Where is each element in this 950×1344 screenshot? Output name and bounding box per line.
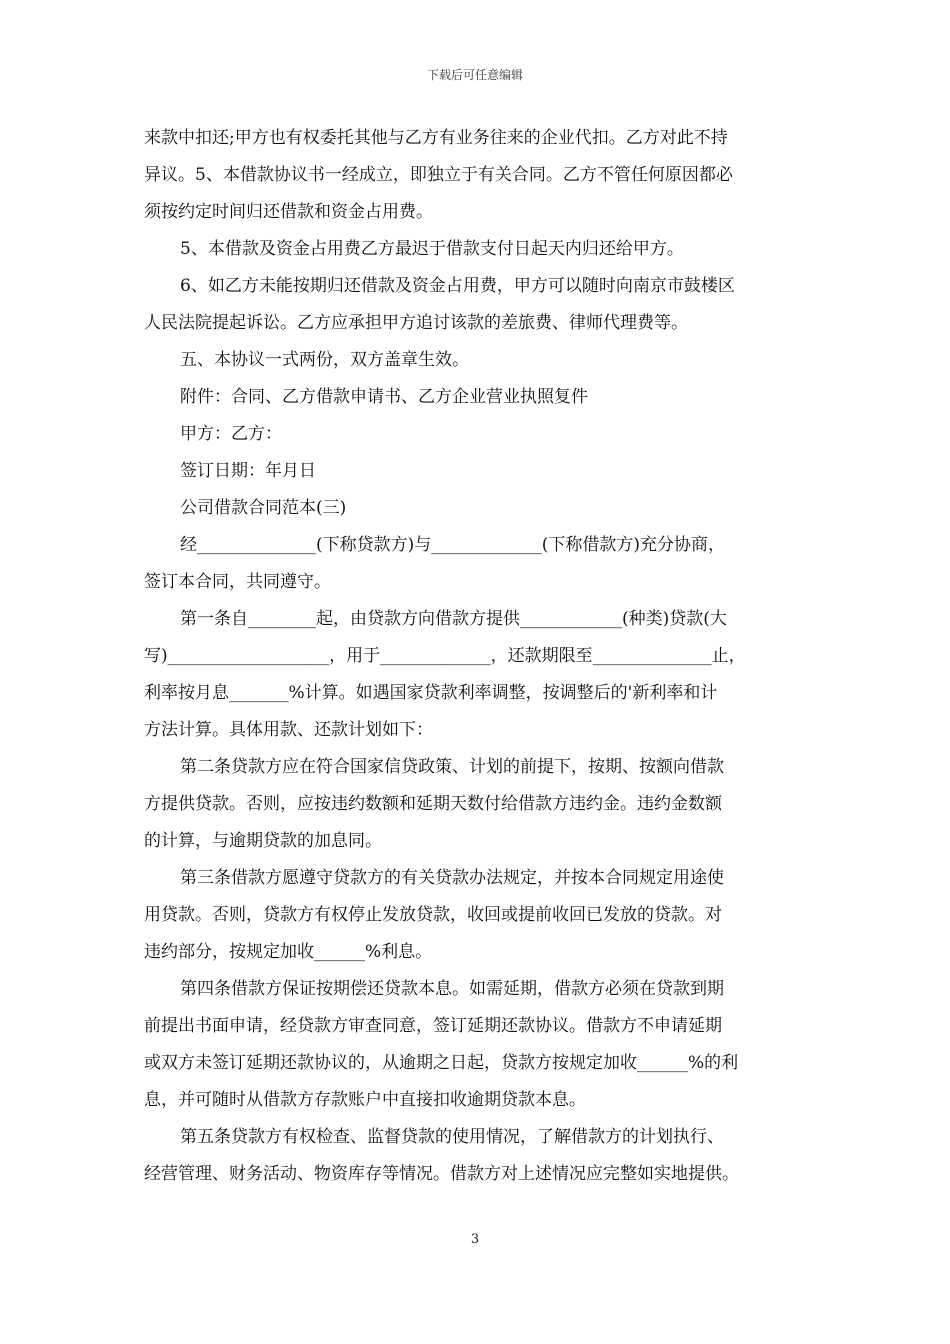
- document-body: [144, 120, 824, 1193]
- text-line: 甲方：乙方：: [180, 424, 282, 444]
- text-line: 方提供贷款。否则，应按违约数额和延期天数付给借款方违约金。违约金数额: [144, 794, 722, 814]
- text-line: 签订日期：年月日: [180, 461, 316, 481]
- text-line: 违约部分，按规定加收______%利息。: [144, 942, 433, 962]
- text-line: 的计算，与逾期贷款的加息同。: [144, 831, 382, 851]
- text-line: 异议。5、本借款协议书一经成立，即独立于有关合同。乙方不管任何原因都必: [144, 165, 733, 185]
- text-line: 经营管理、财务活动、物资库存等情况。借款方对上述情况应完整如实地提供。: [144, 1164, 739, 1184]
- text-line: 第四条借款方保证按期偿还贷款本息。如需延期，借款方必须在贷款到期: [180, 979, 724, 999]
- text-line: 利率按月息_______%计算。如遇国家贷款利率调整，按调整后的'新利率和计: [144, 683, 718, 703]
- text-line: 第五条贷款方有权检查、监督贷款的使用情况，了解借款方的计划执行、: [180, 1127, 724, 1147]
- text-line: 第二条贷款方应在符合国家信贷政策、计划的前提下，按期、按额向借款: [180, 757, 724, 777]
- text-line: 经______________(下称贷款方)与_____________(下称借款方)充分协商，: [180, 535, 726, 555]
- text-line: 或双方未签订延期还款协议的，从逾期之日起，贷款方按规定加收______%的利: [144, 1053, 739, 1073]
- text-line: 息，并可随时从借款方存款账户中直接扣收逾期贷款本息。: [144, 1090, 586, 1110]
- page-header: 下载后可任意编辑: [426, 68, 523, 82]
- text-line: 五、本协议一式两份，双方盖章生效。: [180, 350, 469, 370]
- text-line: 来款中扣还;甲方也有权委托其他与乙方有业务往来的企业代扣。乙方对此不持: [144, 128, 728, 148]
- text-line: 用贷款。否则，贷款方有权停止发放贷款，收回或提前收回已发放的贷款。对: [144, 905, 722, 925]
- text-line: 签订本合同，共同遵守。: [144, 572, 331, 592]
- text-line: 写)___________________，用于_____________，还款期限至______________止，: [144, 646, 746, 666]
- text-line: 人民法院提起诉讼。乙方应承担甲方追讨该款的差旅费、律师代理费等。: [144, 313, 688, 333]
- text-line: 第三条借款方愿遵守贷款方的有关贷款办法规定，并按本合同规定用途使: [180, 868, 724, 888]
- text-line: 方法计算。具体用款、还款计划如下：: [144, 720, 433, 740]
- text-line: 第一条自________起，由贷款方向借款方提供____________(种类)贷款(大: [180, 609, 727, 629]
- text-line: 6、如乙方未能按期归还借款及资金占用费，甲方可以随时向南京市鼓楼区: [180, 276, 735, 296]
- text-line: 须按约定时间归还借款和资金占用费。: [144, 202, 433, 222]
- text-line: 公司借款合同范本(三): [180, 498, 347, 518]
- text-line: 5、本借款及资金占用费乙方最迟于借款支付日起天内归还给甲方。: [180, 239, 684, 259]
- text-line: 附件：合同、乙方借款申请书、乙方企业营业执照复件: [180, 387, 588, 407]
- text-line: 前提出书面申请，经贷款方审查同意，签订延期还款协议。借款方不申请延期: [144, 1016, 722, 1036]
- page-number: 3: [470, 1232, 480, 1247]
